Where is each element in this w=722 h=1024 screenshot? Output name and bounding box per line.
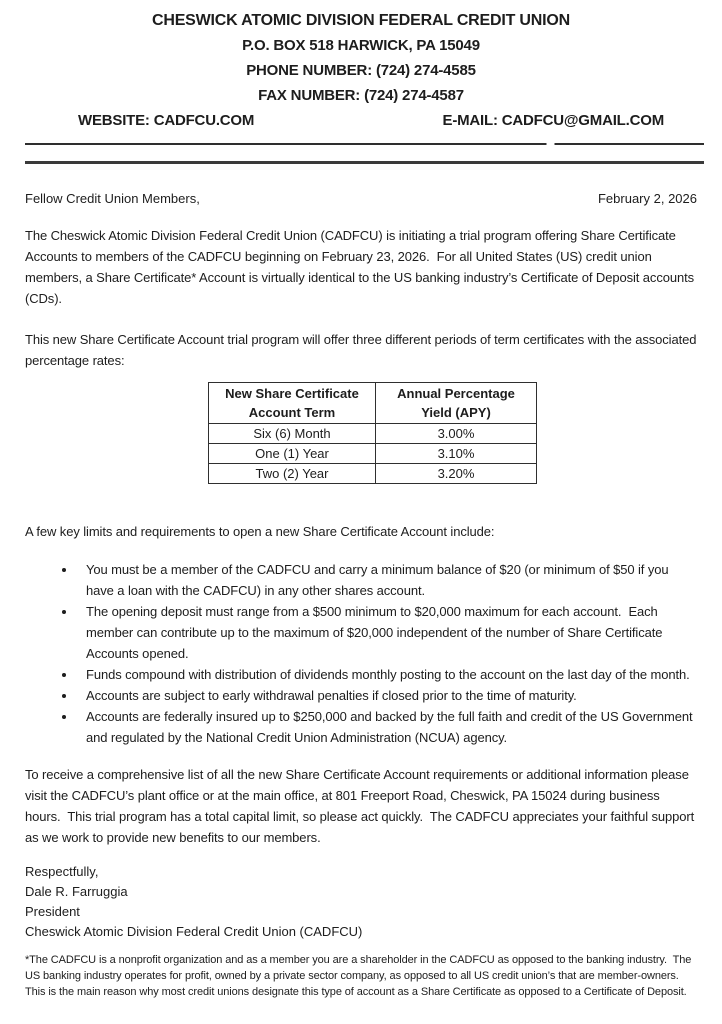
- fax-line: FAX NUMBER: (724) 274-4587: [258, 87, 464, 104]
- term-cell: One (1) Year: [209, 444, 376, 464]
- header-apy-line2: Yield (APY): [421, 405, 491, 420]
- signoff: Respectfully,: [25, 864, 99, 879]
- limits-list: [25, 559, 697, 748]
- limits-intro: A few key limits and requirements to open a new Share Certificate Account include:: [25, 524, 495, 539]
- rate-table-head: [209, 383, 537, 424]
- table-row: [209, 464, 537, 484]
- signature-org: Cheswick Atomic Division Federal Credit Union (CADFCU): [25, 924, 363, 939]
- rate-table-body: [209, 424, 537, 484]
- term-cell: Six (6) Month: [209, 424, 376, 444]
- footnote: *The CADFCU is a nonprofit organization and as a member you are a shareholder in the CADFCU as opposed to the banking industry. The US banking industry operates for profit, owned by a private sector company, as opposed to all US credit union’s that are member-owners. This is the main reason why most credit unions designate this type of account as a Share Certificate as opposed to a Certificate of Deposit.: [25, 954, 695, 998]
- org-name: CHESWICK ATOMIC DIVISION FEDERAL CREDIT UNION: [152, 12, 570, 29]
- program-paragraph: This new Share Certificate Account trial program will offer three different periods of term certificates with the associated percentage rates:: [25, 332, 700, 368]
- rate-table-header-row: [209, 383, 537, 424]
- header-account-term-line2: Account Term: [248, 405, 336, 420]
- phone-line: PHONE NUMBER: (724) 274-4585: [246, 62, 476, 79]
- rate-table: [208, 382, 537, 484]
- header-apy: [376, 383, 537, 424]
- divider-line-top: [25, 143, 704, 145]
- letter-date: February 2, 2026: [597, 191, 697, 206]
- header-apy-line1: Annual Percentage: [397, 386, 515, 401]
- letterhead: [25, 8, 697, 133]
- po-box-line: P.O. BOX 518 HARWICK, PA 15049: [242, 37, 480, 54]
- term-cell: Two (2) Year: [209, 464, 376, 484]
- table-row: [209, 444, 537, 464]
- apy-cell: 3.10%: [376, 444, 537, 464]
- apy-cell: 3.20%: [376, 464, 537, 484]
- table-row: [209, 424, 537, 444]
- contact-row: [25, 108, 697, 133]
- header-account-term: [209, 383, 376, 424]
- signature-block: [25, 862, 697, 942]
- apy-cell: 3.00%: [376, 424, 537, 444]
- list-item: • The opening deposit must range from a $500 minimum to $20,000 maximum for each account. Each member can contribute up to the maximum of $20,000 independent of the number of Share Certificate Accounts opened.: [77, 601, 697, 664]
- signature-name: Dale R. Farruggia: [25, 884, 128, 899]
- list-item: • You must be a member of the CADFCU and carry a minimum balance of $20 (or minimum of $50 if you have a loan with the CADFCU) in any other shares account.: [77, 559, 697, 601]
- closing-paragraph: To receive a comprehensive list of all the new Share Certificate Account requirements or additional information please visit the CADFCU’s plant office or at the main office, at 801 Freeport Road, Cheswick, PA 15024 during business hours. This trial program has a total capital limit, so please act quickly. The CADFCU appreciates your faithful support as we work to provide new benefits to our members.: [25, 767, 698, 845]
- header-account-term-line1: New Share Certificate: [225, 386, 359, 401]
- website-line: WEBSITE: CADFCU.COM: [78, 112, 255, 129]
- intro-paragraph: The Cheswick Atomic Division Federal Credit Union (CADFCU) is initiating a trial program offering Share Certificate Accounts to members of the CADFCU beginning on February 23, 2026. For all United States (US) credit union members, a Share Certificate* Account is virtually identical to the US banking industry’s Certificate of Deposit accounts (CDs).: [25, 228, 698, 306]
- list-item: • Accounts are federally insured up to $250,000 and backed by the full faith and credit of the US Government and regulated by the National Credit Union Administration (NCUA) agency.: [77, 706, 697, 748]
- signature-title: President: [25, 904, 80, 919]
- salutation: Fellow Credit Union Members,: [25, 191, 200, 206]
- salutation-date-row: [25, 188, 697, 209]
- list-item: • Funds compound with distribution of dividends monthly posting to the account on the last day of the month.: [77, 664, 697, 685]
- divider-line-bottom: [25, 161, 704, 164]
- list-item: • Accounts are subject to early withdrawal penalties if closed prior to the time of maturity.: [77, 685, 697, 706]
- email-line: E-MAIL: CADFCU@GMAIL.COM: [442, 112, 664, 129]
